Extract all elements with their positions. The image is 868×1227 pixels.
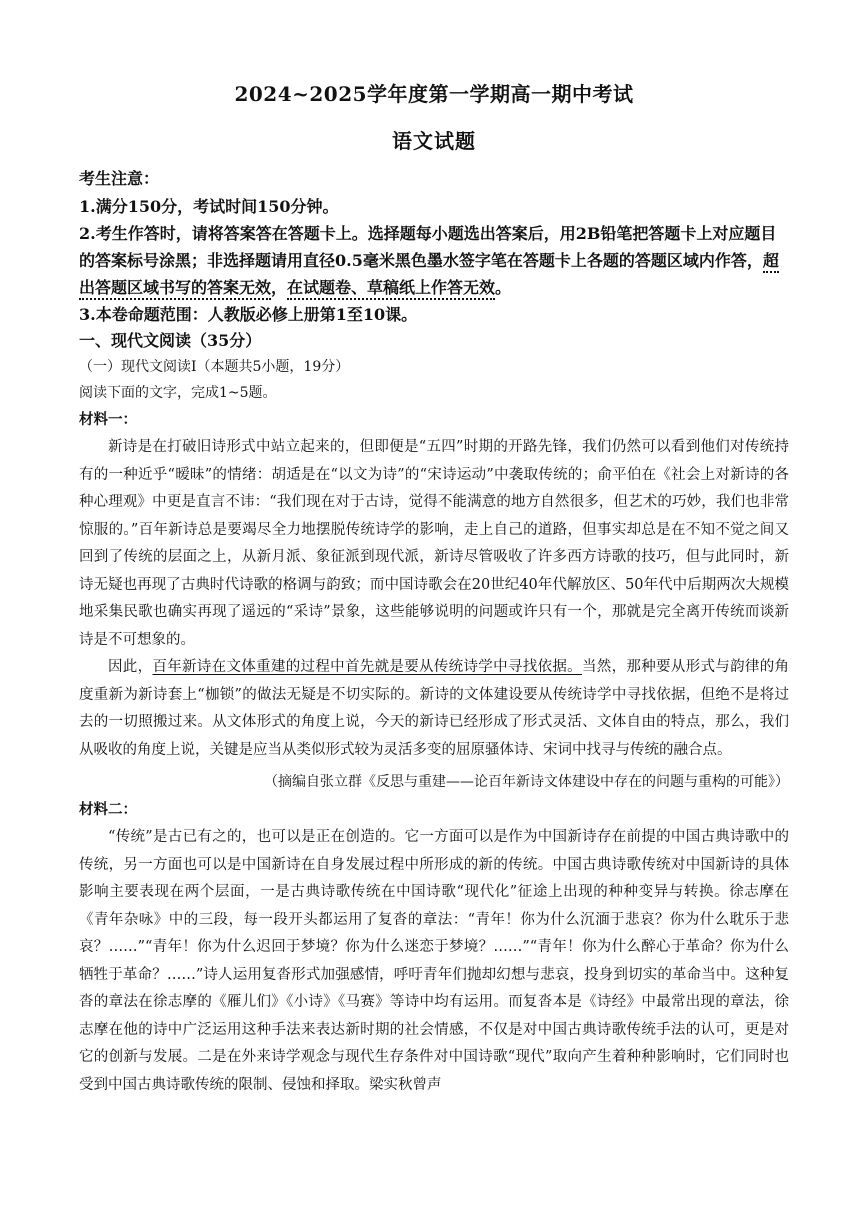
notice-heading: 考生注意：	[79, 169, 160, 188]
exam-title: 2024~2025学年度第一学期高一期中考试	[234, 82, 634, 106]
material-2-heading: 材料二：	[79, 801, 137, 818]
notice-item-2-text: 2.考生作答时，请将答案答在答题卡上。选择题每小题选出答案后，用2B铅笔把答题卡上对应题目的答案标号涂黑；非选择题请用直径0.5毫米黑色墨水签字笔在答题卡上各题的答题区域内作答，	[79, 224, 777, 270]
paragraph-rest: 当然，那种要从形式与韵律的角度重新为新诗套上“枷锁”的做法无疑是不切实际的。新诗的文体建设要从传统诗学中寻找依据，但绝不是将过去的一切照搬过来。从文体形式的角度上说，今天的新诗已经形成了形式灵活、文体自由的特点，那么，我们从吸收的角度上说，关键是应当从类似形式较为灵活多变的屈原骚体诗、宋词中找寻与传统的融合点。	[79, 659, 790, 758]
material-1-paragraph-1: 新诗是在打破旧诗形式中站立起来的，但即便是“五四”时期的开路先锋，我们仍然可以看到他们对传统持有的一种近乎“暧昧”的情绪：胡适是在“以文为诗”的“宋诗运动”中袭取传统的；俞平伯在《社会上对新诗的各种心理观》中更是直言不讳：“我们现在对于古诗，觉得不能满意的地方自然很多，但艺术的巧妙，我们也非常惊服的。”百年新诗总是要竭尽全力地摆脱传统诗学的影响，走上自己的道路，但事实却总是在不知不觉之间又回到了传统的层面之上，从新月派、象征派到现代派，新诗尽管吸收了许多西方诗歌的技巧，但与此同时，新诗无疑也再现了古典时代诗歌的格调与韵致；而中国诗歌会在20世纪40年代解放区、50年代中后期两次大规模地采集民歌也确实再现了遥远的“采诗”景象，这些能够说明的问题或许只有一个，那就是完全离开传统而谈新诗是不可想象的。	[79, 439, 789, 648]
material-1-paragraph-2	[79, 654, 789, 764]
material-1-source: （摘编自张立群《反思与重建——论百年新诗文体建设中存在的问题与重构的可能》）	[264, 774, 789, 790]
exam-subtitle: 语文试题	[392, 129, 476, 153]
notice-period: 。	[495, 278, 512, 297]
notice-emphasis-1: 超出答题区域书写的答案无效	[79, 251, 779, 300]
section-heading: 一、现代文阅读（35分）	[79, 331, 262, 350]
notice-item-3: 3.本卷命题范围：人教版必修上册第1至10课。	[79, 305, 418, 324]
paragraph-lead: 因此，	[108, 659, 153, 675]
notice-item-1: 1.满分150分，考试时间150分钟。	[79, 197, 339, 216]
reading-instruction: 阅读下面的文字，完成1~5题。	[79, 385, 277, 401]
notice-item-2	[79, 220, 789, 301]
material-1-heading: 材料一：	[79, 411, 137, 428]
notice-comma: ，	[271, 278, 288, 297]
underlined-sentence: 百年新诗在文体重建的过程中首先就是要从传统诗学中寻找依据。	[152, 659, 582, 675]
notice-emphasis-2: 在试题卷、草稿纸上作答无效	[287, 278, 495, 300]
subsection-heading: （一）现代文阅读Ⅰ（本题共5小题，19分）	[79, 359, 350, 375]
material-2-paragraph-1: “传统”是古已有之的，也可以是正在创造的。它一方面可以是作为中国新诗存在前提的中国古典诗歌中的传统，另一方面也可以是中国新诗在自身发展过程中所形成的新的传统。中国古典诗歌传统对中国新诗的具体影响主要表现在两个层面，一是古典诗歌传统在中国诗歌“现代化”征途上出现的种种变异与转换。徐志摩在《青年杂咏》中的三段，每一段开头都运用了复沓的章法：“青年！你为什么沉湎于悲哀？你为什么耽乐于悲哀？……”“青年！你为什么迟回于梦境？你为什么迷恋于梦境？……”“青年！你为什么醉心于革命？你为什么牺牲于革命？……”诗人运用复沓形式加强感情，呼吁青年们抛却幻想与悲哀，投身到切实的革命当中。这种复沓的章法在徐志摩的《雁儿们》《小诗》《马赛》等诗中均有运用。而复沓本是《诗经》中最常出现的章法，徐志摩在他的诗中广泛运用这种手法来表达新时期的社会情感，不仅是对中国古典诗歌传统手法的认可，更是对它的创新与发展。二是在外来诗学观念与现代生存条件对中国诗歌“现代”取向产生着种种影响时，它们同时也受到中国古典诗歌传统的限制、侵蚀和择取。梁实秋曾声	[79, 829, 789, 1093]
